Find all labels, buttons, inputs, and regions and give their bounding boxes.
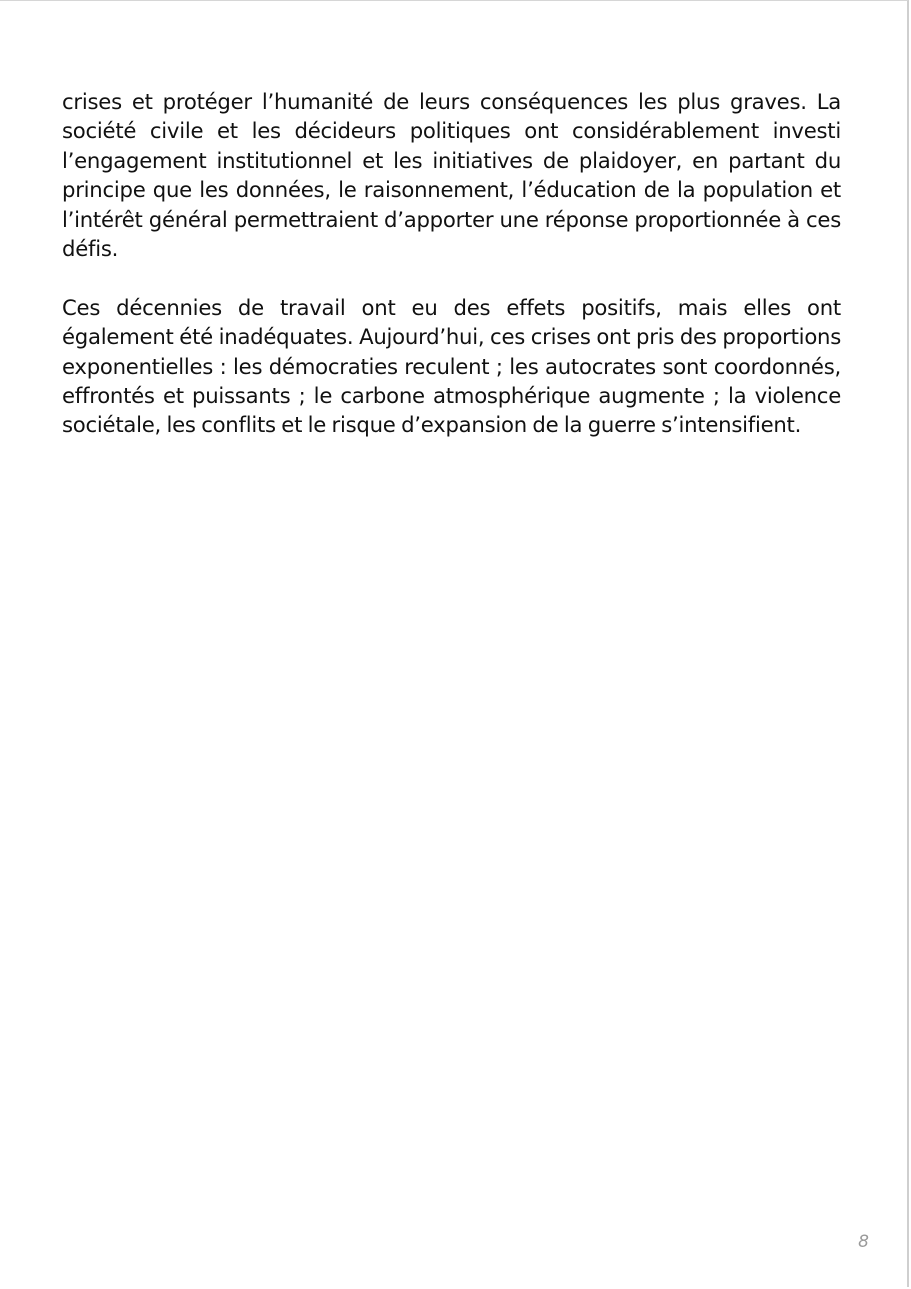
page-number: 8 [858, 1232, 869, 1252]
paragraph-2: Ces décennies de travail ont eu des effets positifs, mais elles ont également été inadéquates. Aujourd’hui, ces crises ont pris des proportions exponentielles : les démocraties reculent ; les autocrates sont coordonnés, effrontés et puissants ; le carbone atmosphérique augmente ; la violence sociétale, les conflits et le risque d’expansion de la guerre s’intensifient. [62, 294, 841, 438]
paragraph-1: crises et protéger l’humanité de leurs conséquences les plus graves. La société civile et les décideurs politiques ont considérablement investi l’engagement institutionnel et les initiatives de plaidoyer, en partant du principe que les données, le raisonnement, l’éducation de la population et l’intérêt général permettraient d’apporter une réponse proportionnée à ces défis. [62, 89, 841, 262]
body-text [62, 87, 841, 469]
